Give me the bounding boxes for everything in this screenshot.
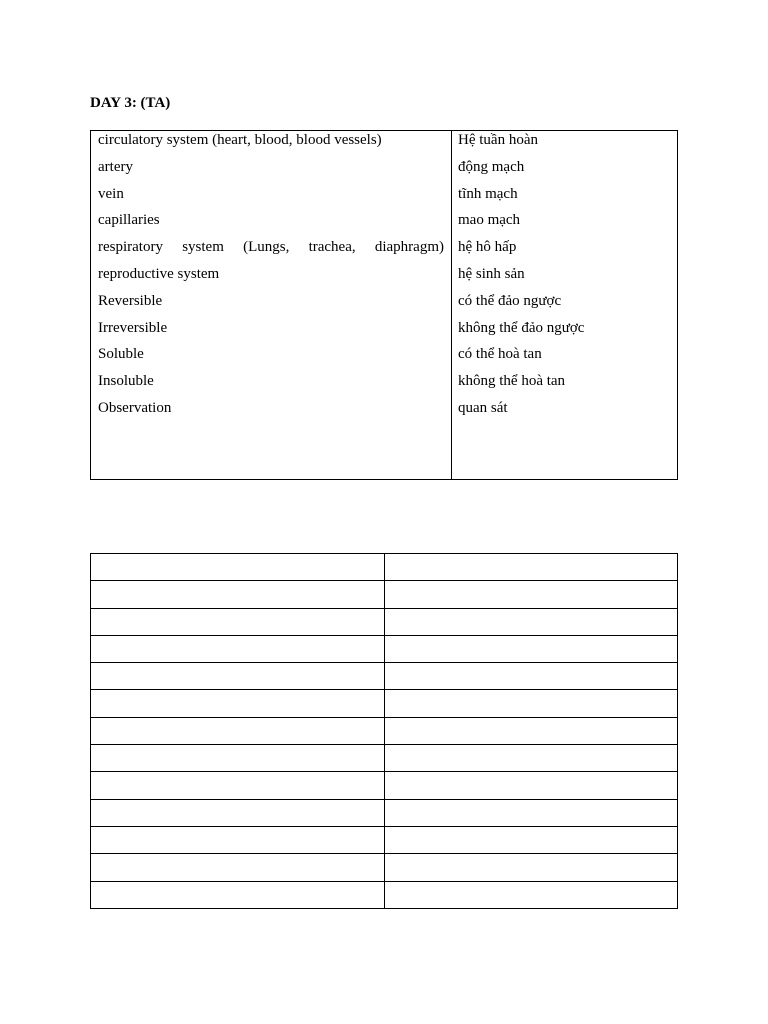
table-cell bbox=[91, 826, 385, 853]
table-cell bbox=[384, 799, 678, 826]
vocab-translation: không thể đảo ngược bbox=[458, 319, 585, 336]
table-cell bbox=[91, 690, 385, 717]
vocab-translation: tĩnh mạch bbox=[458, 185, 518, 202]
table-cell bbox=[384, 690, 678, 717]
english-terms-column bbox=[91, 131, 452, 479]
vocab-translation: không thể hoà tan bbox=[458, 373, 566, 390]
vocab-translation: có thể đảo ngược bbox=[458, 292, 562, 309]
table-row bbox=[91, 581, 678, 608]
table-cell bbox=[384, 581, 678, 608]
blank-table-body bbox=[91, 554, 678, 909]
table-cell bbox=[91, 799, 385, 826]
table-cell bbox=[91, 635, 385, 662]
table-row bbox=[91, 608, 678, 635]
table-row bbox=[91, 663, 678, 690]
table-cell bbox=[384, 717, 678, 744]
blank-table bbox=[90, 553, 678, 909]
vocabulary-table bbox=[90, 130, 678, 480]
vocab-term: Insoluble bbox=[98, 373, 154, 390]
vocab-translation: hệ hô hấp bbox=[458, 239, 517, 256]
table-cell bbox=[384, 663, 678, 690]
vocab-translation: động mạch bbox=[458, 158, 525, 175]
vietnamese-translations-column bbox=[452, 131, 677, 479]
table-row bbox=[91, 881, 678, 908]
table-cell bbox=[384, 772, 678, 799]
vocab-term: vein bbox=[98, 185, 124, 202]
table-cell bbox=[91, 717, 385, 744]
table-cell bbox=[384, 554, 678, 581]
table-row bbox=[91, 799, 678, 826]
table-row bbox=[91, 854, 678, 881]
table-cell bbox=[91, 554, 385, 581]
vocab-term: capillaries bbox=[98, 212, 160, 229]
vocab-translation: quan sát bbox=[458, 399, 508, 416]
table-row bbox=[91, 690, 678, 717]
vocab-term: Observation bbox=[98, 399, 172, 416]
vocab-translation: mao mạch bbox=[458, 212, 521, 229]
table-cell bbox=[384, 826, 678, 853]
table-cell bbox=[91, 745, 385, 772]
vocab-translation: Hệ tuần hoàn bbox=[458, 132, 538, 148]
table-cell bbox=[384, 635, 678, 662]
vocab-term: respiratory system (Lungs, trachea, diaphragm) bbox=[98, 239, 444, 256]
vocab-term: reproductive system bbox=[98, 265, 220, 282]
table-cell bbox=[91, 581, 385, 608]
vocab-term: Reversible bbox=[98, 292, 163, 309]
vocab-term: Irreversible bbox=[98, 319, 168, 336]
table-cell bbox=[91, 663, 385, 690]
table-cell bbox=[91, 881, 385, 908]
vocab-term: circulatory system (heart, blood, blood vessels) bbox=[98, 132, 382, 148]
table-cell bbox=[384, 745, 678, 772]
table-row bbox=[91, 717, 678, 744]
table-row bbox=[91, 826, 678, 853]
vocab-term: artery bbox=[98, 158, 133, 175]
table-row bbox=[91, 635, 678, 662]
vocab-translation: có thể hoà tan bbox=[458, 346, 542, 363]
vocab-term: Soluble bbox=[98, 346, 144, 363]
table-cell bbox=[384, 608, 678, 635]
table-cell bbox=[91, 772, 385, 799]
page-title: DAY 3: (TA) bbox=[90, 95, 171, 111]
table-cell bbox=[384, 881, 678, 908]
vocab-translation: hệ sinh sản bbox=[458, 265, 525, 282]
table-cell bbox=[91, 608, 385, 635]
table-row bbox=[91, 772, 678, 799]
table-cell bbox=[91, 854, 385, 881]
table-cell bbox=[384, 854, 678, 881]
table-row bbox=[91, 745, 678, 772]
table-row bbox=[91, 554, 678, 581]
